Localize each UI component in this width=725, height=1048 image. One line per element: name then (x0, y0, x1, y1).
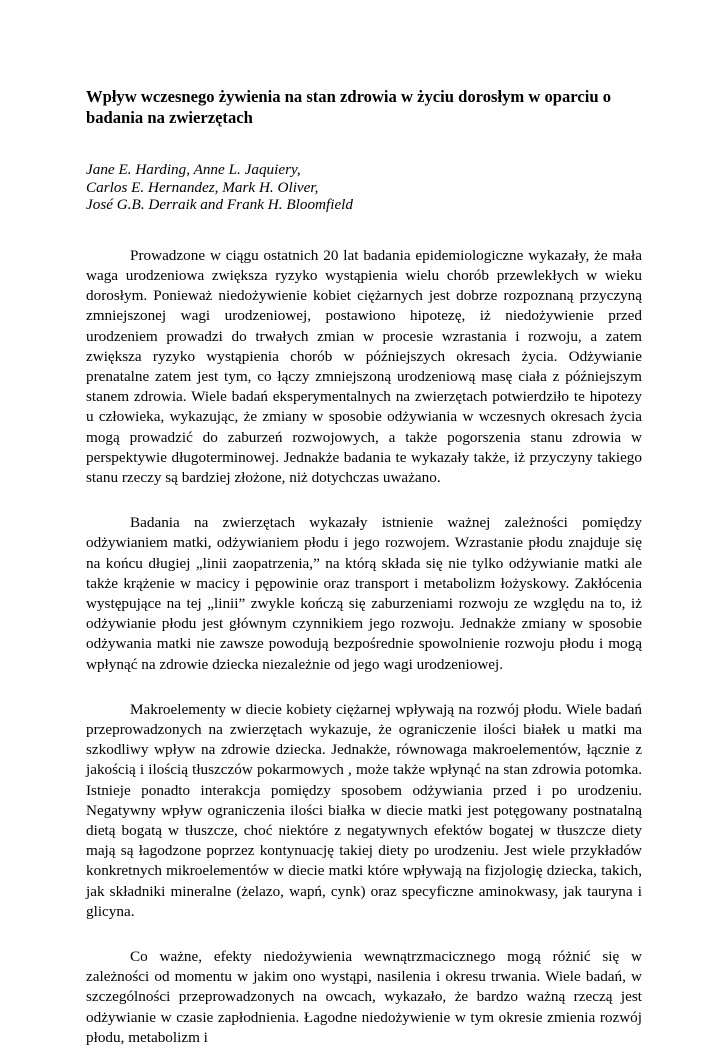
body-paragraph: Badania na zwierzętach wykazały istnienie ważnej zależności pomiędzy odżywianiem matki, odżywianiem płodu i jego rozwojem. Wzrastanie płodu znajduje się na końcu długiej „linii zaopatrzenia,” na którą składa się nie tylko odżywianie matki ale także krążenie w macicy i pępowinie oraz transport i metabolizm łożyskowy. Zakłócenia występujące na tej „linii” zwykle kończą się zaburzeniami rozwoju ze względu na to, iż odżywianie płodu jest głównym czynnikiem jego rozwoju. Jednakże zmiany w sposobie odżywania matki nie zawsze powodują bezpośrednie spowolnienie rozwoju płodu i mogą wpłynąć na zdrowie dziecka niezależnie od jego wagi urodzeniowej. (86, 514, 642, 673)
author-list (86, 161, 642, 214)
author-line: José G.B. Derraik and Frank H. Bloomfield (86, 196, 353, 214)
author-line: Jane E. Harding, Anne L. Jaquiery, (86, 161, 301, 178)
body-paragraph: Makroelementy w diecie kobiety ciężarnej wpływają na rozwój płodu. Wiele badań przeprowadzonych na zwierzętach wykazuje, że ograniczenie ilości białek u matki ma szkodliwy wpływ na zdrowie dziecka. Jednakże, równowaga makroelementów, łącznie z jakością i ilością tłuszczów pokarmowych , może także wpłynąć na stan zdrowia potomka. Istnieje ponadto interakcja pomiędzy sposobem odżywiania przed i po urodzeniu. Negatywny wpływ ograniczenia ilości białka w diecie matki jest potęgowany postnatalną dietą bogatą w tłuszcze, choć niektóre z negatywnych efektów bogatej w tłuszcze diety mają są łagodzone poprzez kontynuację takiej diety po urodzeniu. Jest wiele przykładów konkretnych mikroelementów w diecie matki które wpływają na fizjologię dziecka, takich, jak składniki mineralne (żelazo, wapń, cynk) oraz specyficzne aminokwasy, jak tauryna i glicyna. (86, 700, 642, 920)
body-paragraph: Prowadzone w ciągu ostatnich 20 lat badania epidemiologiczne wykazały, że mała waga urodzeniowa zwiększa ryzyko wystąpienia wielu chorób przewlekłych w wieku dorosłym. Ponieważ niedożywienie kobiet ciężarnych jest dobrze rozpoznaną przyczyną zmniejszonej wagi urodzeniowej, postawiono hipotezę, iż niedożywienie przed urodzeniem prowadzi do trwałych zmian w procesie wzrastania i rozwoju, a zatem zwiększa ryzyko wystąpienia chorób w późniejszych okresach życia. Odżywianie prenatalne zatem jest tym, co łączy zmniejszoną urodzeniową masę ciała z późniejszym stanem zdrowia. Wiele badań eksperymentalnych na zwierzętach potwierdziło te hipotezy u człowieka, wykazując, że zmiany w sposobie odżywiania w wczesnych okresach życia mogą prowadzić do zaburzeń rozwojowych, a także pogorszenia stanu zdrowia w perspektywie długoterminowej. Jednakże badania te wykazały także, iż przyczyny takiego stanu rzeczy są bardziej złożone, niż dotychczas uważano. (86, 246, 642, 487)
document-title: Wpływ wczesnego żywienia na stan zdrowia w życiu dorosłym w oparciu o badania na zwierzętach (86, 87, 612, 127)
document-page (86, 86, 642, 1048)
body-paragraph: Co ważne, efekty niedożywienia wewnątrzmacicznego mogą różnić się w zależności od momentu w jakim ono wystąpi, nasilenia i okresu trwania. Wiele badań, w szczególności przeprowadzonych na owcach, wykazało, że bardzo ważną rzeczą jest odżywianie w czasie zapłodnienia. Łagodne niedożywienie w tym okresie zmienia rozwój płodu, metabolizm i (86, 948, 642, 1046)
author-line: Carlos E. Hernandez, Mark H. Oliver, (86, 178, 319, 196)
